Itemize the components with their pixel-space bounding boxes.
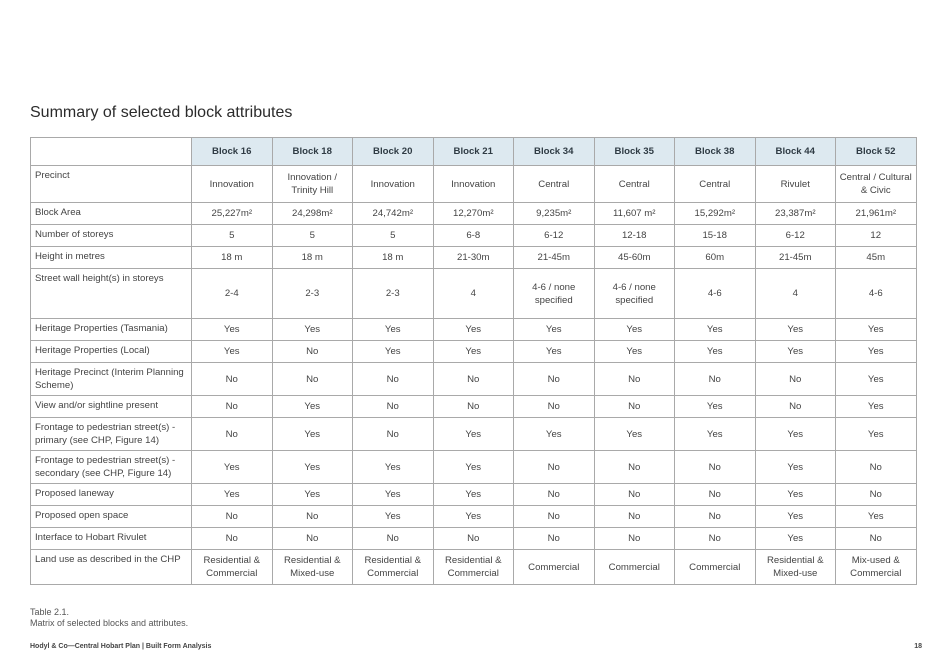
table-cell: Yes [192, 484, 273, 506]
table-cell: 24,742m² [353, 203, 434, 225]
table-cell: Yes [594, 319, 675, 341]
table-cell: Yes [272, 319, 353, 341]
table-cell: 2-3 [353, 269, 434, 319]
table-cell: No [836, 484, 917, 506]
table-cell: 21-45m [514, 247, 595, 269]
table-cell: Yes [675, 341, 756, 363]
table-cell: No [755, 396, 836, 418]
table-cell: No [594, 528, 675, 550]
table-cell: Innovation [192, 166, 273, 203]
table-cell: 9,235m² [514, 203, 595, 225]
table-cell: Yes [272, 396, 353, 418]
table-cell: Residential & Commercial [353, 550, 434, 585]
table-cell: Commercial [675, 550, 756, 585]
table-row [31, 396, 917, 418]
table-cell: Yes [433, 319, 514, 341]
row-label: Street wall height(s) in storeys [31, 269, 192, 319]
table-row [31, 484, 917, 506]
table-cell: Yes [353, 319, 434, 341]
table-cell: Yes [594, 341, 675, 363]
table-corner-cell [31, 138, 192, 166]
table-cell: 4 [433, 269, 514, 319]
table-cell: No [192, 418, 273, 451]
table-cell: No [594, 451, 675, 484]
row-label: Heritage Precinct (Interim Planning Scheme) [31, 363, 192, 396]
table-cell: No [675, 363, 756, 396]
table-cell: 4 [755, 269, 836, 319]
table-cell: Yes [836, 341, 917, 363]
table-cell: Residential & Mixed-use [755, 550, 836, 585]
caption-label: Table 2.1. [30, 607, 70, 617]
column-header: Block 34 [514, 138, 595, 166]
table-cell: No [433, 528, 514, 550]
table-cell: Mix-used & Commercial [836, 550, 917, 585]
table-cell: 4-6 [675, 269, 756, 319]
table-cell: No [675, 484, 756, 506]
table-caption [30, 607, 188, 629]
table-cell: No [514, 451, 595, 484]
table-cell: No [594, 484, 675, 506]
table-cell: Commercial [514, 550, 595, 585]
column-header: Block 18 [272, 138, 353, 166]
table-cell: Yes [836, 506, 917, 528]
table-cell: Yes [353, 506, 434, 528]
table-cell: No [514, 484, 595, 506]
table-cell: 18 m [272, 247, 353, 269]
table-cell: Yes [353, 484, 434, 506]
table-cell: Residential & Commercial [192, 550, 273, 585]
table-cell: Yes [836, 363, 917, 396]
table-cell: Yes [433, 418, 514, 451]
table-cell: Commercial [594, 550, 675, 585]
table-cell: No [272, 506, 353, 528]
block-attributes-table [30, 137, 917, 585]
table-cell: 4-6 / none specified [514, 269, 595, 319]
table-cell: Central / Cultural & Civic [836, 166, 917, 203]
table-cell: 12-18 [594, 225, 675, 247]
table-cell: 5 [353, 225, 434, 247]
table-cell: Yes [755, 319, 836, 341]
table-header-row [31, 138, 917, 166]
table-cell: No [514, 506, 595, 528]
table-cell: No [433, 396, 514, 418]
column-header: Block 35 [594, 138, 675, 166]
table-cell: No [594, 363, 675, 396]
table-cell: 21,961m² [836, 203, 917, 225]
table-cell: 18 m [192, 247, 273, 269]
table-cell: Innovation [433, 166, 514, 203]
table-cell: Yes [514, 418, 595, 451]
table-cell: 11,607 m² [594, 203, 675, 225]
table-cell: Yes [192, 319, 273, 341]
table-cell: Yes [755, 341, 836, 363]
table-row [31, 418, 917, 451]
table-cell: Rivulet [755, 166, 836, 203]
row-label: Frontage to pedestrian street(s) - primary (see CHP, Figure 14) [31, 418, 192, 451]
table-cell: Innovation [353, 166, 434, 203]
table-cell: No [755, 363, 836, 396]
table-row [31, 451, 917, 484]
table-cell: 21-45m [755, 247, 836, 269]
table-cell: Yes [433, 506, 514, 528]
table-cell: Yes [433, 484, 514, 506]
table-cell: Yes [755, 418, 836, 451]
column-header: Block 38 [675, 138, 756, 166]
table-cell: No [353, 528, 434, 550]
row-label: Frontage to pedestrian street(s) - secondary (see CHP, Figure 14) [31, 451, 192, 484]
column-header: Block 44 [755, 138, 836, 166]
column-header: Block 52 [836, 138, 917, 166]
table-cell: No [272, 363, 353, 396]
table-cell: No [675, 451, 756, 484]
table-cell: Yes [675, 319, 756, 341]
table-cell: Yes [514, 319, 595, 341]
table-cell: Residential & Mixed-use [272, 550, 353, 585]
table-cell: No [675, 528, 756, 550]
table-cell: No [514, 528, 595, 550]
table-cell: Yes [836, 319, 917, 341]
table-cell: No [353, 396, 434, 418]
table-cell: No [353, 418, 434, 451]
table-cell: No [353, 363, 434, 396]
table-row [31, 363, 917, 396]
table-cell: 2-4 [192, 269, 273, 319]
table-cell: 4-6 [836, 269, 917, 319]
table-cell: 18 m [353, 247, 434, 269]
table-cell: No [192, 528, 273, 550]
table-cell: Central [594, 166, 675, 203]
table-cell: No [272, 341, 353, 363]
table-cell: No [594, 506, 675, 528]
table-cell: Central [514, 166, 595, 203]
table-cell: 5 [192, 225, 273, 247]
table-cell: Yes [836, 396, 917, 418]
table-cell: 25,227m² [192, 203, 273, 225]
footer-document-title: Hodyl & Co—Central Hobart Plan | Built Form Analysis [30, 643, 212, 650]
table-cell: Yes [755, 484, 836, 506]
table-cell: No [514, 396, 595, 418]
table-cell: Yes [836, 418, 917, 451]
table-row [31, 341, 917, 363]
caption-text: Matrix of selected blocks and attributes. [30, 618, 189, 628]
table-cell: Yes [514, 341, 595, 363]
table-cell: Yes [675, 418, 756, 451]
table-cell: Innovation / Trinity Hill [272, 166, 353, 203]
table-cell: No [836, 528, 917, 550]
table-cell: 6-12 [755, 225, 836, 247]
row-label: View and/or sightline present [31, 396, 192, 418]
table-cell: 45m [836, 247, 917, 269]
column-header: Block 21 [433, 138, 514, 166]
table-cell: No [272, 528, 353, 550]
table-cell: 6-8 [433, 225, 514, 247]
footer-page-number: 18 [914, 643, 922, 650]
table-cell: Yes [433, 341, 514, 363]
table-cell: 23,387m² [755, 203, 836, 225]
table-cell: Yes [272, 484, 353, 506]
table-cell: Yes [192, 341, 273, 363]
table-cell: Yes [192, 451, 273, 484]
table-cell: Yes [433, 451, 514, 484]
table-cell: 15-18 [675, 225, 756, 247]
table-cell: No [192, 506, 273, 528]
table-cell: Yes [272, 451, 353, 484]
table-cell: Yes [755, 528, 836, 550]
table-cell: 15,292m² [675, 203, 756, 225]
table-cell: 5 [272, 225, 353, 247]
row-label: Heritage Properties (Tasmania) [31, 319, 192, 341]
table-row [31, 550, 917, 585]
page-title: Summary of selected block attributes [30, 104, 293, 121]
row-label: Heritage Properties (Local) [31, 341, 192, 363]
table-cell: 60m [675, 247, 756, 269]
table-row [31, 166, 917, 203]
table-cell: 21-30m [433, 247, 514, 269]
row-label: Precinct [31, 166, 192, 203]
row-label: Number of storeys [31, 225, 192, 247]
row-label: Height in metres [31, 247, 192, 269]
table-row [31, 247, 917, 269]
table-cell: 4-6 / none specified [594, 269, 675, 319]
table-cell: Yes [594, 418, 675, 451]
table-cell: Yes [675, 396, 756, 418]
table-row [31, 203, 917, 225]
row-label: Block Area [31, 203, 192, 225]
table-row [31, 269, 917, 319]
table-cell: 24,298m² [272, 203, 353, 225]
table-cell: No [433, 363, 514, 396]
table-cell: No [594, 396, 675, 418]
row-label: Proposed laneway [31, 484, 192, 506]
table-body [31, 166, 917, 585]
table-cell: No [675, 506, 756, 528]
table-cell: No [514, 363, 595, 396]
table-cell: 45-60m [594, 247, 675, 269]
column-header: Block 20 [353, 138, 434, 166]
column-header: Block 16 [192, 138, 273, 166]
table-cell: Yes [755, 451, 836, 484]
table-cell: Yes [353, 341, 434, 363]
table-cell: 12 [836, 225, 917, 247]
table-cell: No [192, 396, 273, 418]
row-label: Land use as described in the CHP [31, 550, 192, 585]
table-row [31, 225, 917, 247]
table-cell: 2-3 [272, 269, 353, 319]
row-label: Interface to Hobart Rivulet [31, 528, 192, 550]
table-cell: Yes [755, 506, 836, 528]
table-cell: Central [675, 166, 756, 203]
table-cell: Yes [353, 451, 434, 484]
table-row [31, 319, 917, 341]
row-label: Proposed open space [31, 506, 192, 528]
table-cell: Residential & Commercial [433, 550, 514, 585]
table-row [31, 528, 917, 550]
table-row [31, 506, 917, 528]
table-cell: No [836, 451, 917, 484]
table-cell: 6-12 [514, 225, 595, 247]
table-cell: No [192, 363, 273, 396]
table-cell: Yes [272, 418, 353, 451]
table-cell: 12,270m² [433, 203, 514, 225]
